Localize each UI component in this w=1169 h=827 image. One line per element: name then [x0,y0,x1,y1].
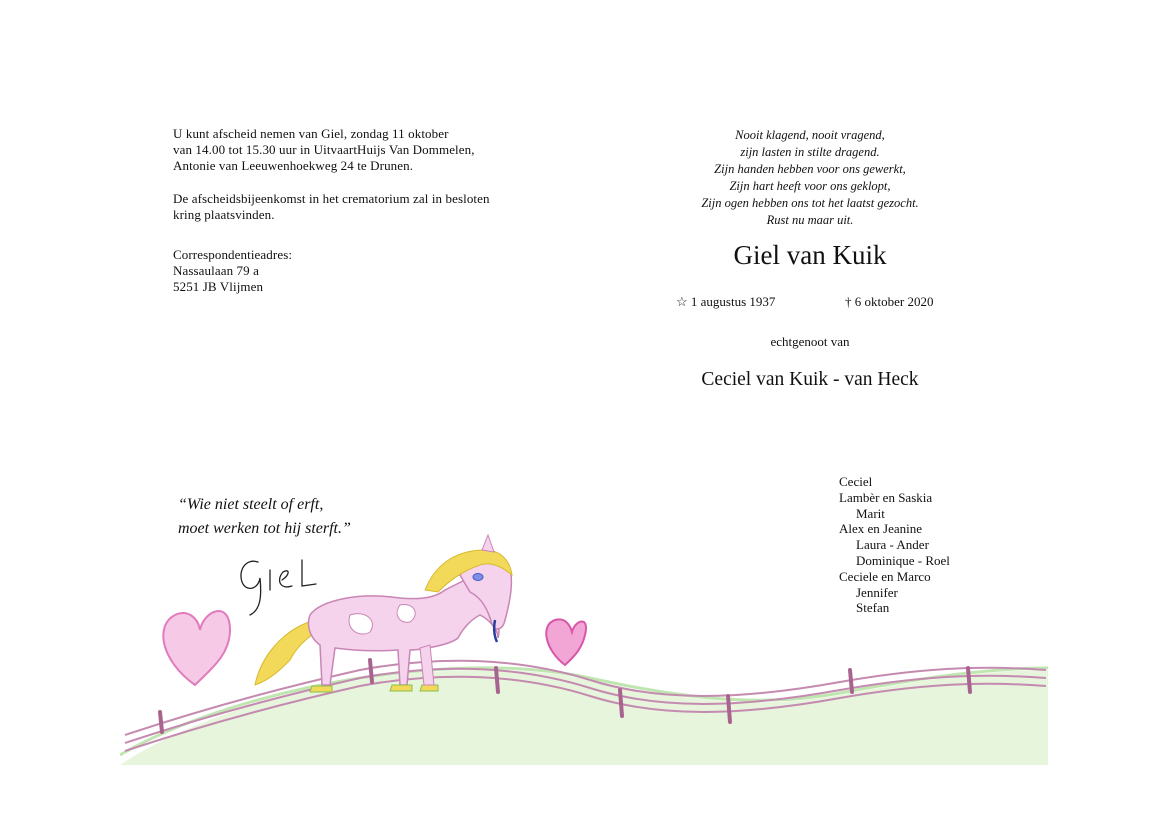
ceremony-line: De afscheidsbijeenkomst in het crematorium zal in besloten [173,191,490,206]
family-member: Alex en Jeanine [839,521,923,537]
poem-line: Zijn hart heeft voor ons geklopt, [729,179,891,193]
signature-stroke [280,571,292,587]
info-line: U kunt afscheid nemen van Giel, zondag 11 oktober [173,126,449,141]
ceremony-info [173,191,490,223]
heart-right [546,619,586,665]
horse-spot [397,605,415,623]
family-member: Stefan [856,600,890,616]
family-member: Dominique - Roel [856,552,950,568]
family-member: Marit [856,505,885,521]
horse-hoof [390,685,412,691]
horse-hoof [420,685,438,691]
ceremony-line: kring plaatsvinden. [173,207,275,222]
death-date: † 6 oktober 2020 [845,294,934,309]
poem-line: zijn lasten in stilte dragend. [740,145,880,159]
poem-line: Nooit klagend, nooit vragend, [735,128,885,142]
fence-post [850,670,852,692]
fence-post [728,696,730,722]
horse-hoof [310,686,332,692]
horse-eye [473,574,483,581]
family-member: Ceciele en Marco [839,568,931,584]
fence-post [496,668,498,692]
poem [640,127,980,229]
info-line: Antonie van Leeuwenhoekweg 24 te Drunen. [173,158,414,173]
address-label: Correspondentieadres: [173,247,293,262]
signature-giel [241,560,316,615]
poem-line: Zijn handen hebben voor ons gewerkt, [714,162,906,176]
grass-hill [120,670,1048,765]
family-member: Jennifer [856,584,898,600]
heart-left [163,611,230,685]
deceased-name: Giel van Kuik [733,240,887,270]
correspondence-address [173,247,292,295]
fence-post [620,690,622,716]
spouse-name: Ceciel van Kuik - van Heck [701,369,919,390]
family-member: Ceciel [839,474,873,489]
visitation-info [173,126,475,174]
quote-line: “Wie niet steelt of erft, [178,496,324,513]
fence-post [968,668,970,692]
birth-date: ☆ 1 augustus 1937 [676,294,776,309]
family-member: Laura - Ander [856,537,929,553]
horse-ear [482,535,494,552]
family-member: Lambèr en Saskia [839,489,933,505]
fence-post [370,660,372,682]
poem-line: Zijn ogen hebben ons tot het laatst gezocht. [701,196,919,210]
fence-post [160,712,162,732]
spouse-prefix: echtgenoot van [770,334,850,349]
poem-line: Rust nu maar uit. [766,213,854,227]
signature-stroke [302,560,316,586]
signature-stroke [241,561,261,615]
address-city: 5251 JB Vlijmen [173,279,264,294]
address-street: Nassaulaan 79 a [173,263,259,278]
child-drawing [120,520,1050,770]
quote-line: moet werken tot hij sterft.” [178,520,351,537]
info-line: van 14.00 tot 15.30 uur in UitvaartHuijs Van Dommelen, [173,142,475,157]
